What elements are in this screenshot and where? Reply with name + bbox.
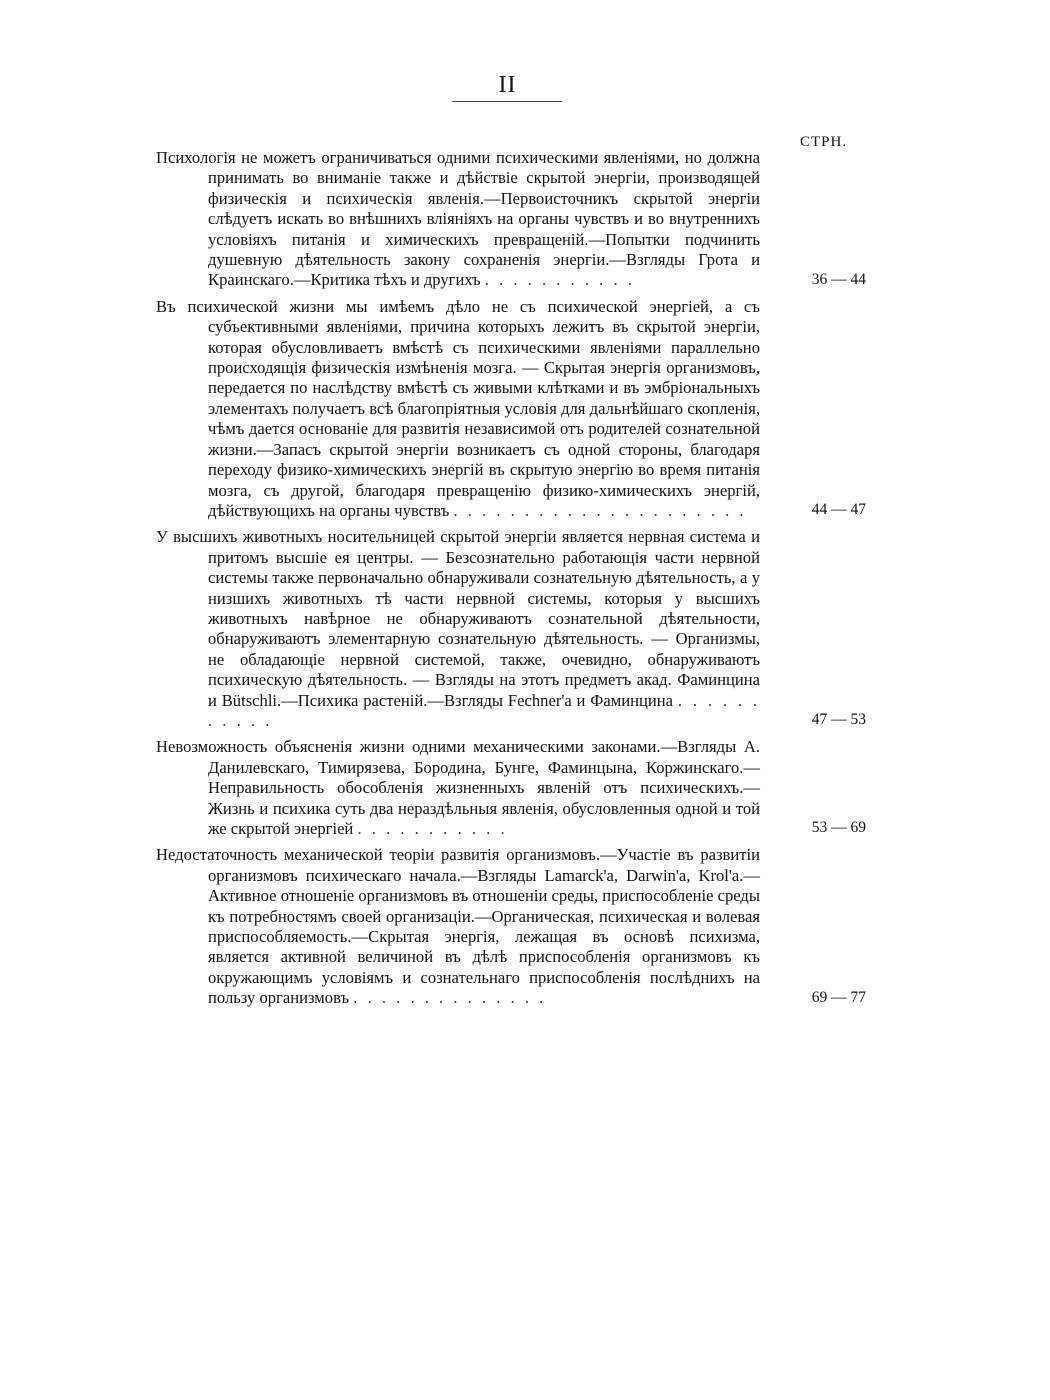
page-range: 69 — 77 <box>811 988 866 1006</box>
toc-entry-body <box>156 845 760 1008</box>
toc-entry-body <box>156 296 760 521</box>
header-rule <box>452 101 562 102</box>
dot-leader: . . . . . . . . . . . . . . <box>353 988 547 1008</box>
dot-leader: . . . . . . . . . . . <box>357 819 508 838</box>
toc-entry-text: У высшихъ животныхъ носительницей скрытой энергіи является нервная система и притомъ высшіе ея центры. — Безсознательно работающія части нервной системы также первоначально обнаруживали сознательную дѣятельность, а у низшихъ животныхъ тѣ части нервной системы, которыя у высшихъ животныхъ навѣрное не обнаруживаютъ сознательной дѣятельности, обнаруживаютъ элементарную сознательную дѣятельность. — Организмы, не обладающіе нервной системой, также, очевидно, обнаруживаютъ психическую дѣятельность. — Взгляды на этотъ предметъ акад. Фаминцина и Bütschli.—Психика растеній.—Взгляды Fechner'а и Фаминцина <box>156 527 760 710</box>
toc-entry <box>0 148 1050 291</box>
toc-entry-body <box>156 737 760 839</box>
toc-entry <box>0 845 1050 1008</box>
page-range: 47 — 53 <box>811 711 866 729</box>
page-number: II <box>498 72 517 98</box>
dot-leader: . . . . . . . . . . . <box>484 270 635 290</box>
toc-entry-text: Въ психической жизни мы имѣемъ дѣло не съ психической энергіей, а съ субъективными явленіями, причина которыхъ лежитъ въ скрытой энергіи, которая обусловливаетъ вмѣстѣ съ психическими явленіями параллельно происходящія физическія измѣненія мозга. — Скрытая энергія организмовъ, передается по наслѣдству вмѣстѣ съ живыми клѣтками и въ эмбріональныхъ элементахъ получаетъ всѣ благопріятныя условія для дальнѣйшаго скопленія, чѣмъ дается основаніе для развитія независимой отъ родителей сознательной жизни.—Запасъ скрытой энергіи возникаетъ съ одной стороны, благодаря переходу физико-химическихъ энергій въ скрытую энергію во время питанія мозга, съ другой, благодаря превращенію физико-химическихъ энергій, дѣйствующихъ на органы чувствъ <box>156 296 760 520</box>
toc-entry <box>0 297 1050 521</box>
dot-leader: . . . . . . . . . . . . . . . . . . . . . <box>453 500 747 520</box>
toc-entry <box>0 737 1050 839</box>
pages-column-label: СТРН. <box>800 134 848 150</box>
table-of-contents <box>0 148 1050 1015</box>
toc-entry-text: Невозможность объясненія жизни одними механическими законами.—Взгляды А. Данилевскаго, Тимирязева, Бородина, Бунге, Фаминцына, Коржинскаго.—Неправильность обособленія жизненныхъ явленій отъ психическихъ.—Жизнь и психика суть два нераздѣльныя явленія, обусловленныя одной и той же скрытой энергіей <box>156 737 760 838</box>
page-range: 36 — 44 <box>811 270 866 288</box>
toc-entry-text: Психологія не можетъ ограничиваться одними психическими явленіями, но должна принимать во вниманіе также и дѣйствіе скрытой энергіи, производящей физическія и психическія явленія.—Первоисточникъ скрытой энергіи слѣдуетъ искать во внѣшнихъ вліяніяхъ на органы чувствъ и во внутреннихъ условіяхъ питанія и химическихъ превращеній.—Попытки подчинить душевную дѣятельность закону сохраненія энергіи.—Взгляды Грота и Краинскаго.—Критика тѣхъ и другихъ <box>156 148 760 290</box>
toc-entry <box>0 527 1050 731</box>
page-range: 53 — 69 <box>811 819 866 837</box>
page-range: 44 — 47 <box>811 501 866 519</box>
toc-entry-body <box>156 527 761 731</box>
dot-leader: . . . . . . . . . . . <box>208 690 761 730</box>
toc-entry-body <box>156 148 760 291</box>
toc-entry-text: Недостаточность механической теоріи развитія организмовъ.—Участіе въ развитіи организмовъ психическаго начала.—Взгляды Lamarck'а, Darwin'а, Krol'а.—Активное отношеніе организмовъ въ отношеніи среды, приспособленіе среды къ потребностямъ своей организаціи.—Органическая, психическая и волевая приспособляемость.—Скрытая энергія, лежащая въ основѣ психизма, является активной величиной въ дѣлѣ приспособленія организмовъ къ окружающимъ условіямъ и сознательнаго приспособленія послѣднихъ на пользу организмовъ <box>156 845 760 1008</box>
